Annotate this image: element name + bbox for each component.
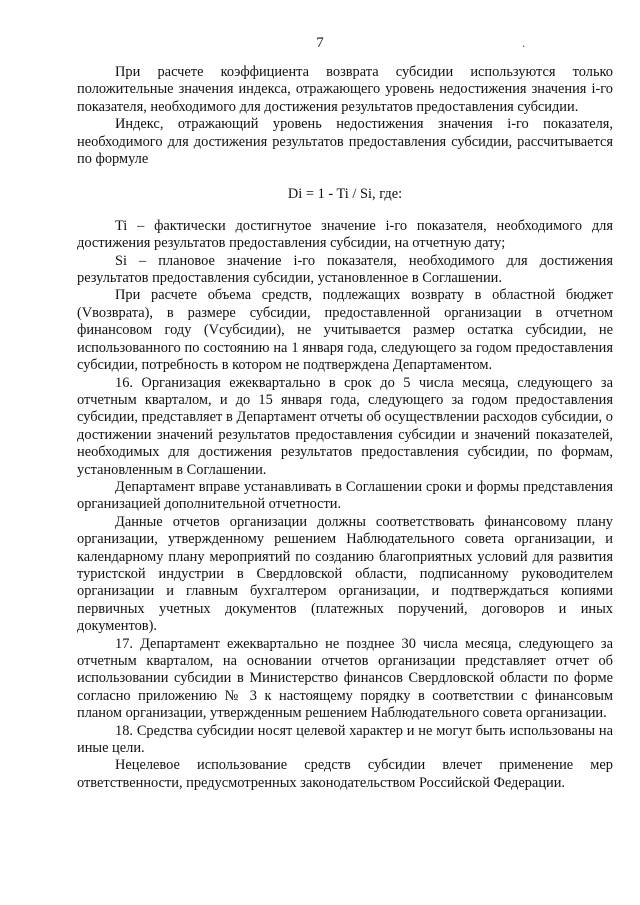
page-number: 7	[316, 35, 324, 51]
clause-16: 16. Организация ежеквартально в срок до 5 числа месяца, следующего за отчетным кварталом, и до 15 января года, следующего за годом предоставления субсидии, представляет в Департамент отчеты об осуществлении расходов субсидии, о достижении значений результатов предоставления субсидии и значений показателей, необходимых для достижения результатов предоставления субсидии, по формам, установленным в Соглашении.	[77, 374, 613, 478]
paragraph-report-data: Данные отчетов организации должны соответствовать финансовому плану организации, утвержденному решением Наблюдательного совета организации, и календарному плану мероприятий по созданию благоприятных условий для развития туристской индустрии в Свердловской области, подписанному руководителем организации и главным бухгалтером организации, и подтверждаться копиями первичных учетных документов (платежных поручений, договоров и иных документов).	[77, 513, 613, 635]
paragraph-additional-reporting: Департамент вправе устанавливать в Соглашении сроки и формы представления организацией дополнительной отчетности.	[77, 478, 613, 513]
paragraph-misuse-liability: Нецелевое использование средств субсидии влечет применение мер ответственности, предусмотренных законодательством Российской Федерации.	[77, 757, 613, 791]
clause-17: 17. Департамент ежеквартально не позднее 30 числа месяца, следующего за отчетным кварталом, на основании отчетов организации представляет отчет об использовании субсидии в Министерство финансов Свердловской области по форме согласно приложению № 3 к настоящему порядку в соответствии с финансовым планом организации, утвержденным решением Наблюдательного совета организации.	[77, 635, 613, 722]
document-body	[77, 64, 613, 792]
paragraph-positive-values: При расчете коэффициента возврата субсидии используются только положительные значения индекса, отражающего уровень недостижения значения i-го показателя, необходимого для достижения результатов предоставления субсидии.	[77, 64, 613, 115]
corner-mark: .	[522, 35, 526, 50]
paragraph-si-definition: Si – плановое значение i-го показателя, необходимого для достижения результатов предоставления субсидии, установленное в Соглашении.	[77, 252, 613, 287]
clause-18: 18. Средства субсидии носят целевой характер и не могут быть использованы на иные цели.	[77, 722, 613, 757]
formula: Di = 1 - Ti / Si, где:	[287, 186, 403, 203]
paragraph-refund-volume: При расчете объема средств, подлежащих возврату в областной бюджет (Vвозврата), в размере субсидии, предоставленной организации в отчетном финансовом году (Vсубсидии), не учитывается размер остатка субсидии, не использованного по состоянию на 1 января года, следующего за годом предоставления субсидии, потребность в котором не подтверждена Департаментом.	[77, 287, 613, 374]
paragraph-ti-definition: Ti – фактически достигнутое значение i-го показателя, необходимого для достижения результатов предоставления субсидии, на отчетную дату;	[77, 217, 613, 252]
paragraph-index-definition: Индекс, отражающий уровень недостижения значения i-го показателя, необходимого для достижения результатов предоставления субсидии, рассчитывается по формуле	[77, 116, 613, 168]
